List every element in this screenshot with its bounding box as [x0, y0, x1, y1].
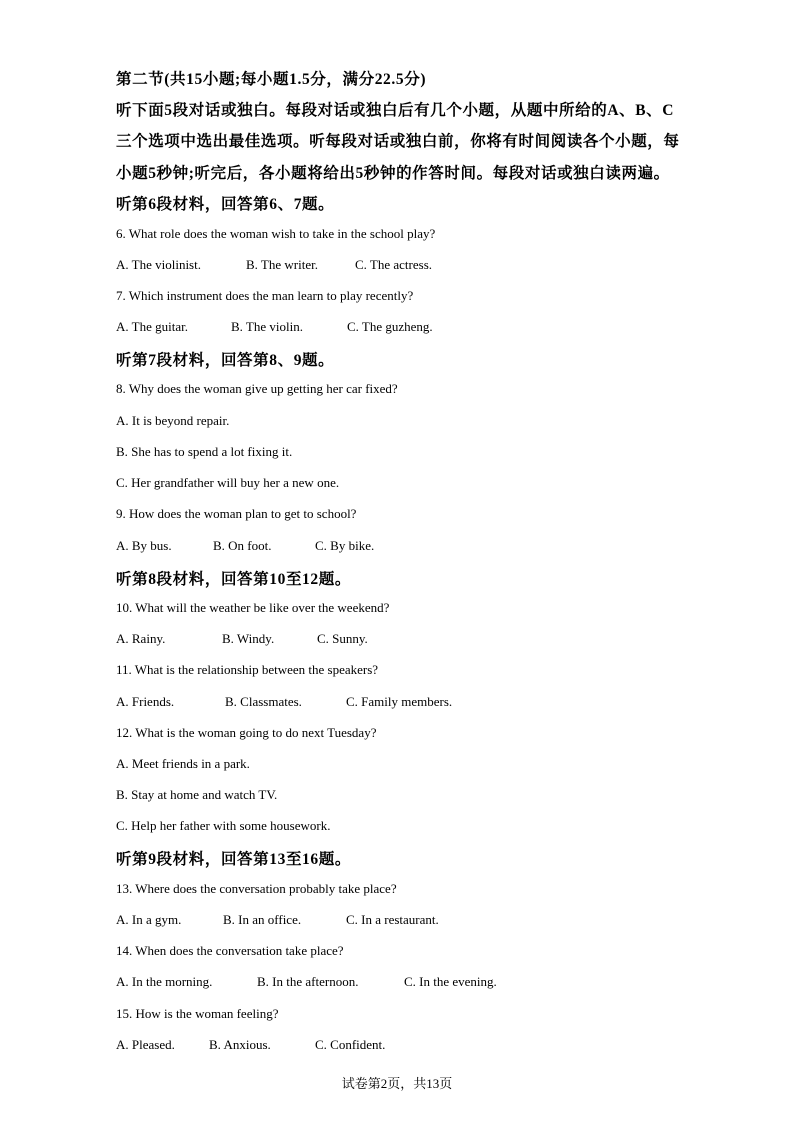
option-b: B. Classmates. — [225, 694, 302, 709]
page-footer: 试卷第2页，共13页 — [341, 1076, 453, 1091]
instruction-line-3: 小题5秒钟;听完后，各小题将给出5秒钟的作答时间。每段对话或独白读两遍。 — [116, 165, 670, 182]
group-heading: 听第8段材料，回答第10至12题。 — [116, 571, 351, 588]
question-stem: 9. How does the woman plan to get to school? — [116, 506, 357, 521]
option-b: B. The violin. — [231, 319, 303, 334]
group-heading: 听第6段材料，回答第6、7题。 — [116, 196, 335, 213]
option-b: B. Stay at home and watch TV. — [116, 787, 278, 802]
option-b: B. She has to spend a lot fixing it. — [116, 444, 293, 459]
question-stem: 12. What is the woman going to do next Tuesday? — [116, 725, 377, 740]
option-c: C. Family members. — [346, 694, 453, 709]
option-a: A. It is beyond repair. — [116, 413, 230, 428]
question-stem: 14. When does the conversation take place? — [116, 943, 344, 958]
option-a: A. The violinist. — [116, 257, 201, 272]
instruction-line-2: 三个选项中选出最佳选项。听每段对话或独白前，你将有时间阅读各个小题，每 — [116, 133, 680, 150]
question-stem: 10. What will the weather be like over the weekend? — [116, 600, 390, 615]
option-c: C. Her grandfather will buy her a new one. — [116, 475, 340, 490]
question-options — [116, 538, 374, 554]
instruction-line-1: 听下面5段对话或独白。每段对话或独白后有几个小题，从题中所给的A、B、C — [116, 102, 675, 119]
option-c: C. The actress. — [355, 257, 433, 272]
option-c: C. The guzheng. — [347, 319, 433, 334]
option-b: B. Anxious. — [209, 1037, 271, 1052]
option-a: A. In the morning. — [116, 974, 213, 989]
option-a: A. Meet friends in a park. — [116, 756, 250, 771]
option-a: A. The guitar. — [116, 319, 188, 334]
option-b: B. Windy. — [222, 631, 275, 646]
option-c: C. Help her father with some housework. — [116, 818, 331, 833]
option-a: A. Pleased. — [116, 1037, 175, 1052]
option-c: C. In the evening. — [404, 974, 497, 989]
section-title: 第二节(共15小题;每小题1.5分，满分22.5分) — [116, 71, 427, 88]
option-c: C. Sunny. — [317, 631, 368, 646]
question-stem: 8. Why does the woman give up getting her car fixed? — [116, 381, 398, 396]
option-b: B. In an office. — [223, 912, 302, 927]
question-stem: 13. Where does the conversation probably take place? — [116, 881, 397, 896]
option-a: A. Rainy. — [116, 631, 166, 646]
option-b: B. On foot. — [213, 538, 272, 553]
question-options — [116, 1037, 385, 1053]
option-c: C. Confident. — [315, 1037, 386, 1052]
question-stem: 7. Which instrument does the man learn to play recently? — [116, 288, 414, 303]
question-options — [116, 974, 497, 990]
option-c: C. By bike. — [315, 538, 375, 553]
option-c: C. In a restaurant. — [346, 912, 439, 927]
option-b: B. The writer. — [246, 257, 318, 272]
question-stem: 6. What role does the woman wish to take in the school play? — [116, 226, 436, 241]
question-options — [116, 319, 433, 335]
question-stem: 15. How is the woman feeling? — [116, 1006, 279, 1021]
question-options — [116, 694, 452, 710]
option-a: A. By bus. — [116, 538, 172, 553]
group-heading: 听第9段材料，回答第13至16题。 — [116, 851, 351, 868]
question-stem: 11. What is the relationship between the speakers? — [116, 662, 379, 677]
option-a: A. In a gym. — [116, 912, 182, 927]
group-heading: 听第7段材料，回答第8、9题。 — [116, 352, 335, 369]
question-options — [116, 631, 368, 647]
question-options — [116, 912, 439, 928]
question-options — [116, 257, 432, 273]
option-a: A. Friends. — [116, 694, 175, 709]
option-b: B. In the afternoon. — [257, 974, 359, 989]
